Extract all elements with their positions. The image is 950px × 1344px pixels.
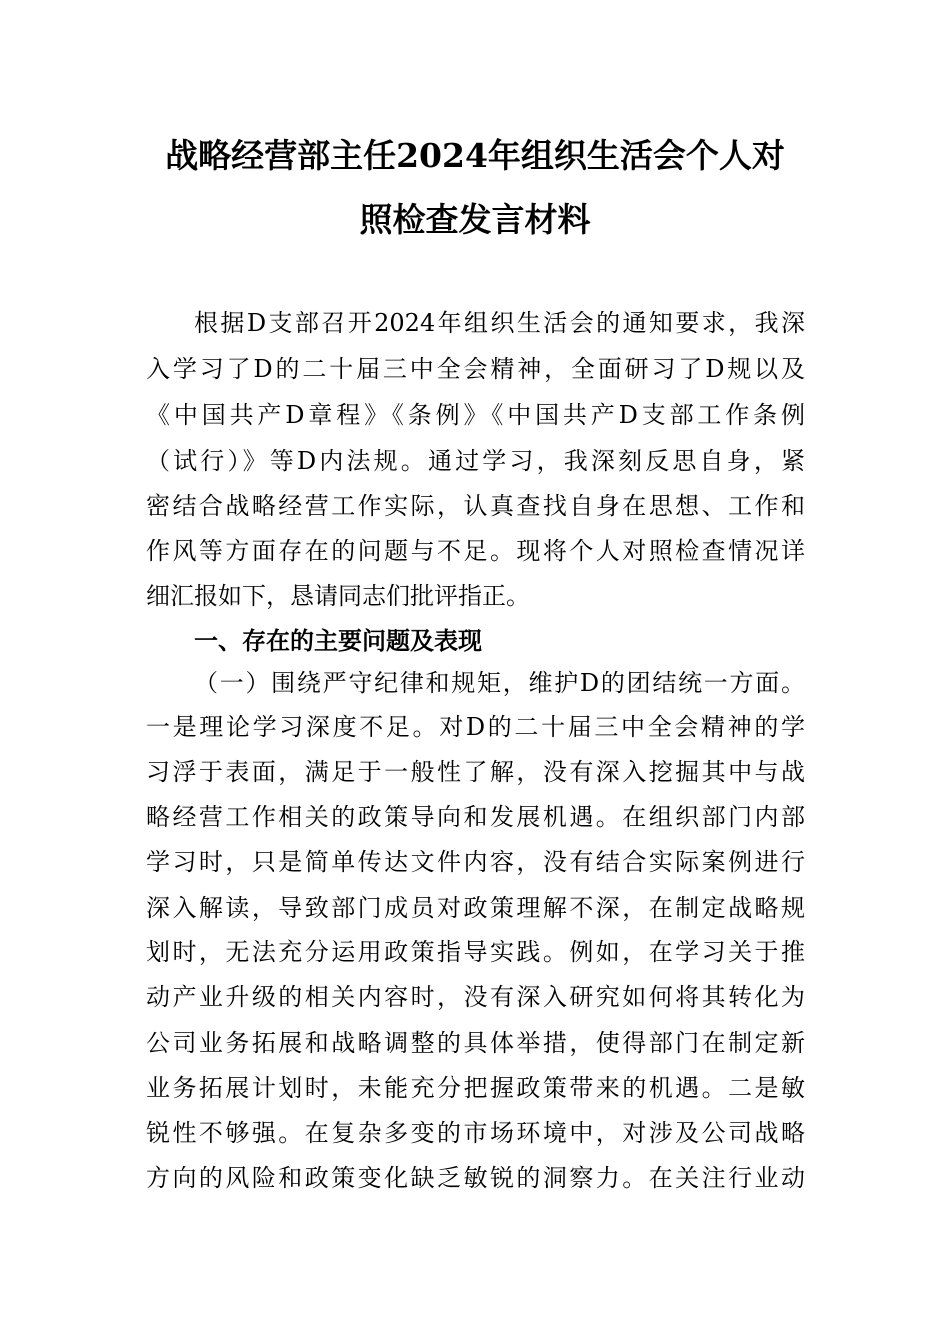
- paragraph-line: 锐性不够强。在复杂多变的市场环境中，对涉及公司战略: [146, 1119, 805, 1147]
- paragraph-line: 习浮于表面，满足于一般性了解，没有深入挖掘其中与战: [146, 758, 805, 786]
- paragraph-line: 略经营工作相关的政策导向和发展机遇。在组织部门内部: [146, 803, 805, 831]
- paragraph-line: 根据D支部召开2024年组织生活会的通知要求，我深: [194, 309, 805, 337]
- document-title-line-2: 照检查发言材料: [359, 200, 591, 239]
- paragraph-line: 公司业务拓展和战略调整的具体举措，使得部门在制定新: [146, 1029, 805, 1057]
- paragraph-line: 业务拓展计划时，未能充分把握政策带来的机遇。二是敏: [146, 1074, 805, 1102]
- document-title-line-1: 战略经营部主任2024年组织生活会个人对: [165, 136, 785, 175]
- paragraph-line: 入学习了D的二十届三中全会精神，全面研习了D规以及: [146, 355, 805, 383]
- paragraph-line: 学习时，只是简单传达文件内容，没有结合实际案例进行: [146, 848, 805, 876]
- paragraph-line: 划时，无法充分运用政策指导实践。例如，在学习关于推: [146, 938, 805, 966]
- paragraph-line: 细汇报如下，恳请同志们批评指正。: [146, 582, 530, 610]
- paragraph-line: 作风等方面存在的问题与不足。现将个人对照检查情况详: [146, 537, 805, 565]
- paragraph-line: 深入解读，导致部门成员对政策理解不深，在制定战略规: [146, 894, 805, 922]
- paragraph-line: 密结合战略经营工作实际，认真查找自身在思想、工作和: [146, 492, 805, 520]
- subsection-heading: （一）围绕严守纪律和规矩，维护D的团结统一方面。: [194, 669, 805, 697]
- paragraph-line: 动产业升级的相关内容时，没有深入研究如何将其转化为: [146, 983, 805, 1011]
- paragraph-line: 方向的风险和政策变化缺乏敏锐的洞察力。在关注行业动: [146, 1164, 805, 1192]
- paragraph-line: 一是理论学习深度不足。对D的二十届三中全会精神的学: [146, 713, 805, 741]
- paragraph-line: 《中国共产D章程》《条例》《中国共产D支部工作条例: [146, 401, 805, 429]
- paragraph-line: （试行）》等D内法规。通过学习，我深刻反思自身，紧: [146, 447, 805, 475]
- section-heading: 一、存在的主要问题及表现: [194, 627, 482, 655]
